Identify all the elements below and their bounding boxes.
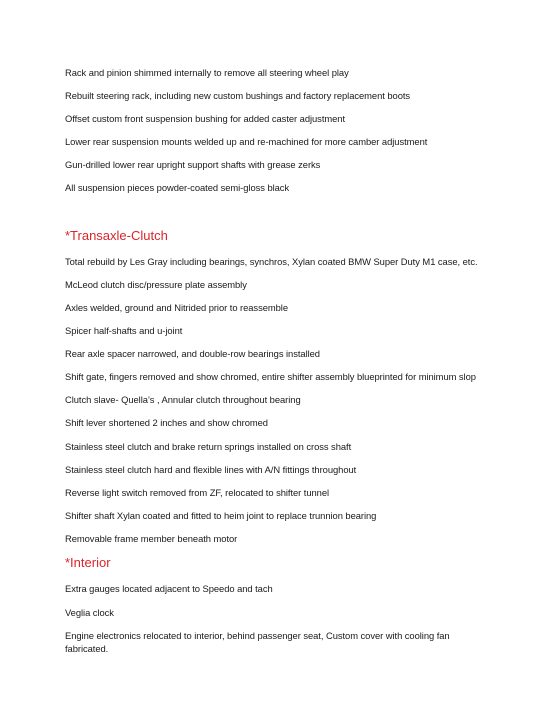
list-item: Extra gauges located adjacent to Speedo and tach <box>65 583 273 594</box>
list-item: Rack and pinion shimmed internally to remove all steering wheel play <box>65 67 349 78</box>
list-item: Engine electronics relocated to interior, behind passenger seat, Custom cover with cooling fan fabricated. <box>65 630 450 654</box>
list-item: Offset custom front suspension bushing for added caster adjustment <box>65 113 346 124</box>
list-item: Total rebuild by Les Gray including bearings, synchros, Xylan coated BMW Super Duty M1 case, etc. <box>65 256 478 267</box>
list-item: Stainless steel clutch hard and flexible lines with A/N fittings throughout <box>65 464 357 475</box>
list-item: Clutch slave- Quella’s , Annular clutch throughout bearing <box>65 394 301 405</box>
list-item: Shifter shaft Xylan coated and fitted to heim joint to replace trunnion bearing <box>65 510 377 521</box>
list-item: Removable frame member beneath motor <box>65 533 238 544</box>
list-item: Veglia clock <box>65 607 114 618</box>
list-item: McLeod clutch disc/pressure plate assembly <box>65 279 247 290</box>
list-item: Shift lever shortened 2 inches and show chromed <box>65 417 268 428</box>
list-item: Spicer half-shafts and u-joint <box>65 325 183 336</box>
list-item: Reverse light switch removed from ZF, relocated to shifter tunnel <box>65 487 330 498</box>
list-item: Shift gate, fingers removed and show chromed, entire shifter assembly blueprinted for minimum slop <box>65 371 476 382</box>
list-item: Stainless steel clutch and brake return springs installed on cross shaft <box>65 441 352 452</box>
list-item: Rebuilt steering rack, including new custom bushings and factory replacement boots <box>65 90 411 101</box>
list-item: All suspension pieces powder-coated semi-gloss black <box>65 182 290 193</box>
list-item: Lower rear suspension mounts welded up and re-machined for more camber adjustment <box>65 136 428 147</box>
section-heading-transaxle: *Transaxle-Clutch <box>65 228 168 243</box>
section-heading-interior: *Interior <box>65 555 111 570</box>
list-item: Gun-drilled lower rear upright support shafts with grease zerks <box>65 159 321 170</box>
list-item: Axles welded, ground and Nitrided prior to reassemble <box>65 302 288 313</box>
list-item: Rear axle spacer narrowed, and double-row bearings installed <box>65 348 320 359</box>
